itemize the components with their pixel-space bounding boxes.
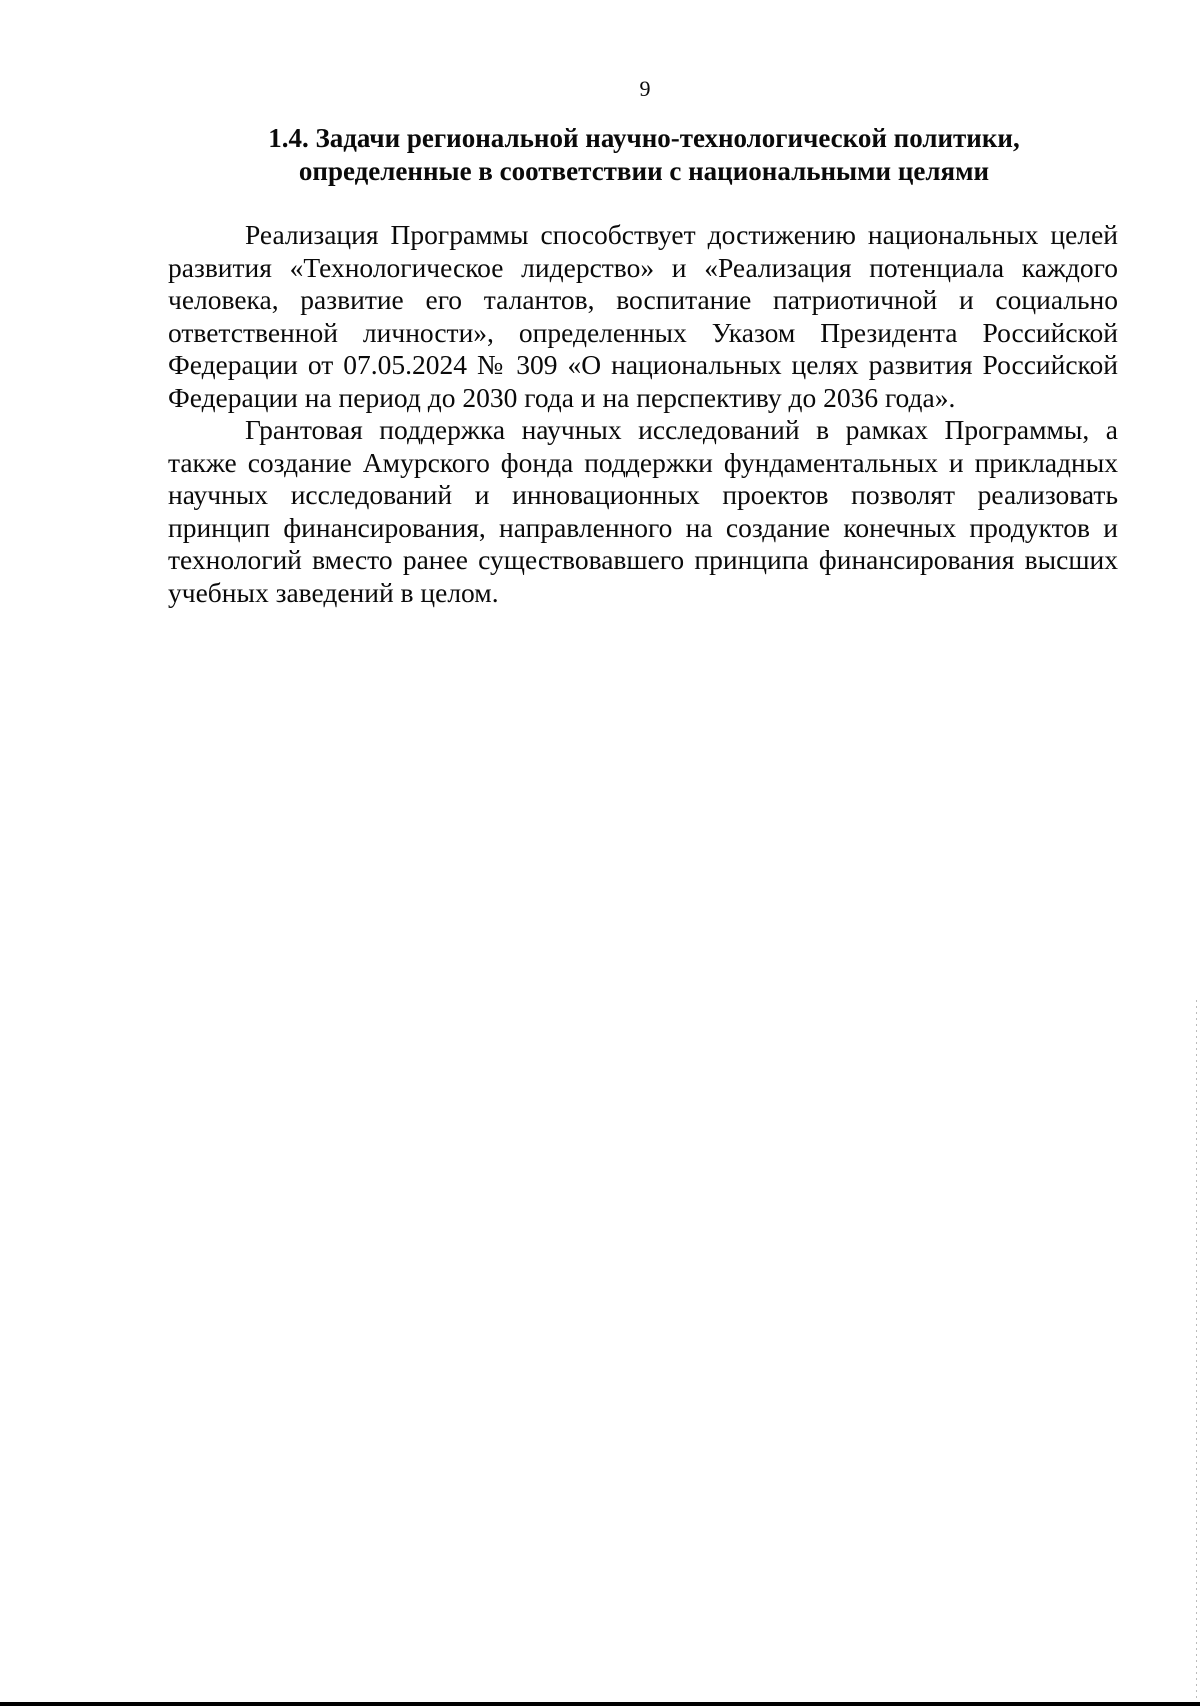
paragraph-1: Реализация Программы способствует достижению национальных целей развития «Технологическое лидерство» и «Реализация потенциала каждого человека, развитие его талантов, воспитание патриотичной и социально ответственной личности», определенных Указом Президента Российской Федерации от 07.05.2024 № 309 «О национальных целях развития Российской Федерации на период до 2030 года и на перспективу до 2036 года». xyxy=(168,219,1118,413)
page-number: 9 xyxy=(639,76,651,101)
section-heading xyxy=(168,122,1120,188)
body-text xyxy=(168,219,1118,609)
paragraph-2: Грантовая поддержка научных исследований в рамках Программы, а также создание Амурского фонда поддержки фундаментальных и прикладных научных исследований и инновационных проектов позволят реализовать принцип финансирования, направленного на создание конечных продуктов и технологий вместо ранее существовавшего принципа финансирования высших учебных заведений в целом. xyxy=(168,414,1118,608)
section-heading-line-1: 1.4. Задачи региональной научно-технологической политики, xyxy=(268,123,1020,153)
scan-edge-bottom xyxy=(0,1702,1200,1706)
section-heading-line-2: определенные в соответствии с национальными целями xyxy=(298,156,990,186)
scan-edge-right xyxy=(1196,1000,1197,1700)
